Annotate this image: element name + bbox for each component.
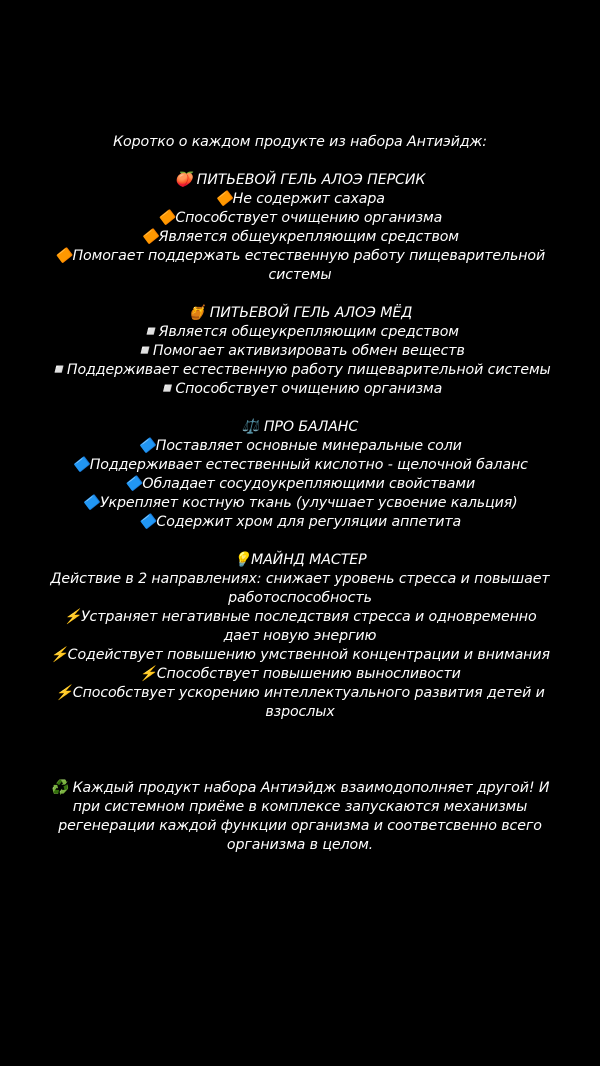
section-title: ⚖️ ПРО БАЛАНС <box>241 419 359 435</box>
benefit-line: ⚡️Содействует повышению умственной концентрации и внимания <box>50 647 550 663</box>
closing-text <box>30 779 570 855</box>
benefit-line: 🔷Содержит хром для регуляции аппетита <box>138 514 462 530</box>
benefit-line: 🔷Поддерживает естественный кислотно - щелочной баланс <box>72 457 528 473</box>
closing-line: при системном приёме в комплексе запускаются механизмы <box>72 799 528 815</box>
benefit-line: 🔶Не содержит сахара <box>215 191 385 207</box>
benefit-line: взрослых <box>265 704 335 720</box>
benefit-line: 🔶Способствует очищению организма <box>157 210 443 226</box>
section-aloe-honey <box>30 304 570 399</box>
benefit-line: дает новую энергию <box>223 628 377 644</box>
closing-line: ♻️ Каждый продукт набора Антиэйдж взаимодополняет другой! И <box>50 780 550 796</box>
benefit-line: системы <box>268 267 332 283</box>
benefit-line: ◽️Является общеукрепляющим средством <box>141 324 459 340</box>
section-title: 💡МАЙНД МАСТЕР <box>233 552 367 568</box>
closing-line: организма в целом. <box>226 837 374 853</box>
benefit-line: ◽️Помогает активизировать обмен веществ <box>135 343 465 359</box>
intro-text: Коротко о каждом продукте из набора Антиэйдж: <box>113 134 487 150</box>
benefit-line: ⚡️Устраняет негативные последствия стресса и одновременно <box>63 609 537 625</box>
benefit-line: ◽️Поддерживает естественную работу пищеварительной системы <box>49 362 551 378</box>
benefit-line: ⚡️Способствует повышению выносливости <box>139 666 461 682</box>
section-mind-master <box>30 551 570 722</box>
section-title: 🍯 ПИТЬЕВОЙ ГЕЛЬ АЛОЭ МЁД <box>187 305 413 321</box>
benefit-line: 🔷Обладает сосудоукрепляющими свойствами <box>124 476 476 492</box>
benefit-line: ⚡️Способствует ускорению интеллектуального развития детей и <box>55 685 545 701</box>
benefit-line: 🔷Поставляет основные минеральные соли <box>138 438 462 454</box>
benefit-line: ◽️Способствует очищению организма <box>157 381 443 397</box>
benefit-line: 🔶Является общеукрепляющим средством <box>141 229 459 245</box>
benefit-line: 🔷Укрепляет костную ткань (улучшает усвоение кальция) <box>82 495 518 511</box>
section-title: 🍑 ПИТЬЕВОЙ ГЕЛЬ АЛОЭ ПЕРСИК <box>174 172 426 188</box>
story-text <box>30 133 570 855</box>
benefit-line: 🔶Помогает поддержать естественную работу пищеварительной <box>54 248 546 264</box>
section-pro-balance <box>30 418 570 532</box>
section-aloe-peach <box>30 171 570 285</box>
benefit-line: Действие в 2 направлениях: снижает уровень стресса и повышает <box>50 571 550 587</box>
closing-line: регенерации каждой функции организма и соответсвенно всего <box>58 818 542 834</box>
benefit-line: работоспособность <box>228 590 372 606</box>
